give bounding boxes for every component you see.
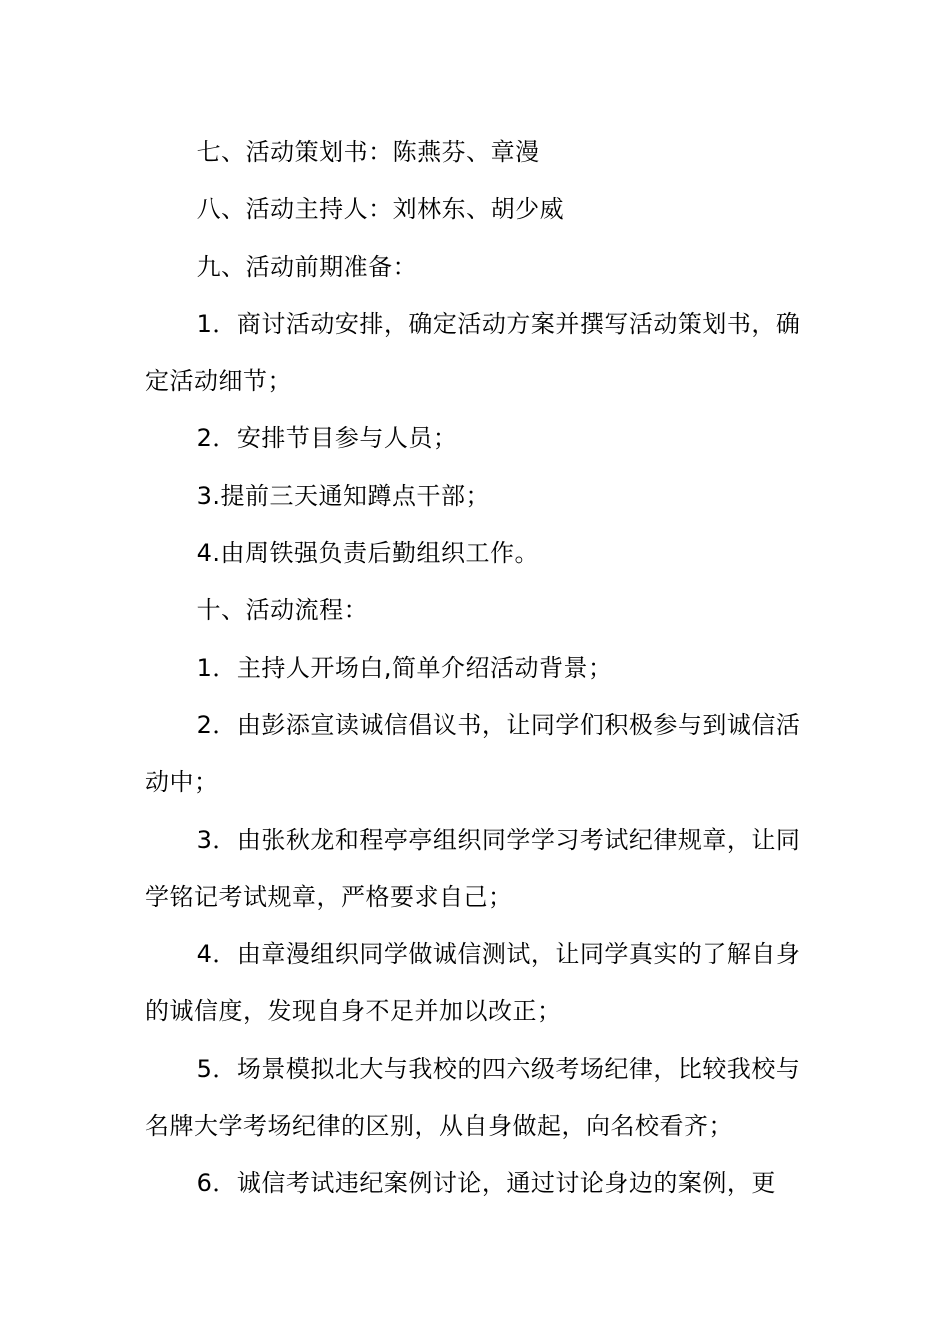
process-item-2: 2．由彭添宣读诚信倡议书，让同学们积极参与到诚信活动中； [145,710,801,797]
process-item-4: 4．由章漫组织同学做诚信测试，让同学真实的了解自身的诚信度，发现自身不足并加以改正； [145,940,801,1026]
process-item-1: 1．主持人开场白,简单介绍活动背景； [196,653,613,682]
process-item-3: 3．由张秋龙和程亭亭组织同学学习考试纪律规章，让同学铭记考试规章，严格要求自己； [145,825,801,911]
document-body [145,124,807,1213]
section-heading-preparation: 九、活动前期准备： [196,252,418,281]
section-heading-planner: 七、活动策划书：陈燕芬、章漫 [196,138,540,166]
prep-item-1: 1．商讨活动安排，确定活动方案并撰写活动策划书，确定活动细节； [145,309,801,396]
section-heading-host: 八、活动主持人：刘林东、胡少威 [196,195,565,224]
prep-item-3: 3.提前三天通知蹲点干部； [196,481,490,510]
prep-item-2: 2．安排节目参与人员； [196,424,458,453]
process-item-5: 5．场景模拟北大与我校的四六级考场纪律，比较我校与名牌大学考场纪律的区别，从自身做起，向名校看齐； [145,1054,801,1141]
prep-item-4: 4.由周铁强负责后勤组织工作。 [196,539,539,568]
process-item-6: 6．诚信考试违纪案例讨论，通过讨论身边的案例，更 [196,1169,776,1198]
section-heading-process: 十、活动流程： [196,596,369,625]
